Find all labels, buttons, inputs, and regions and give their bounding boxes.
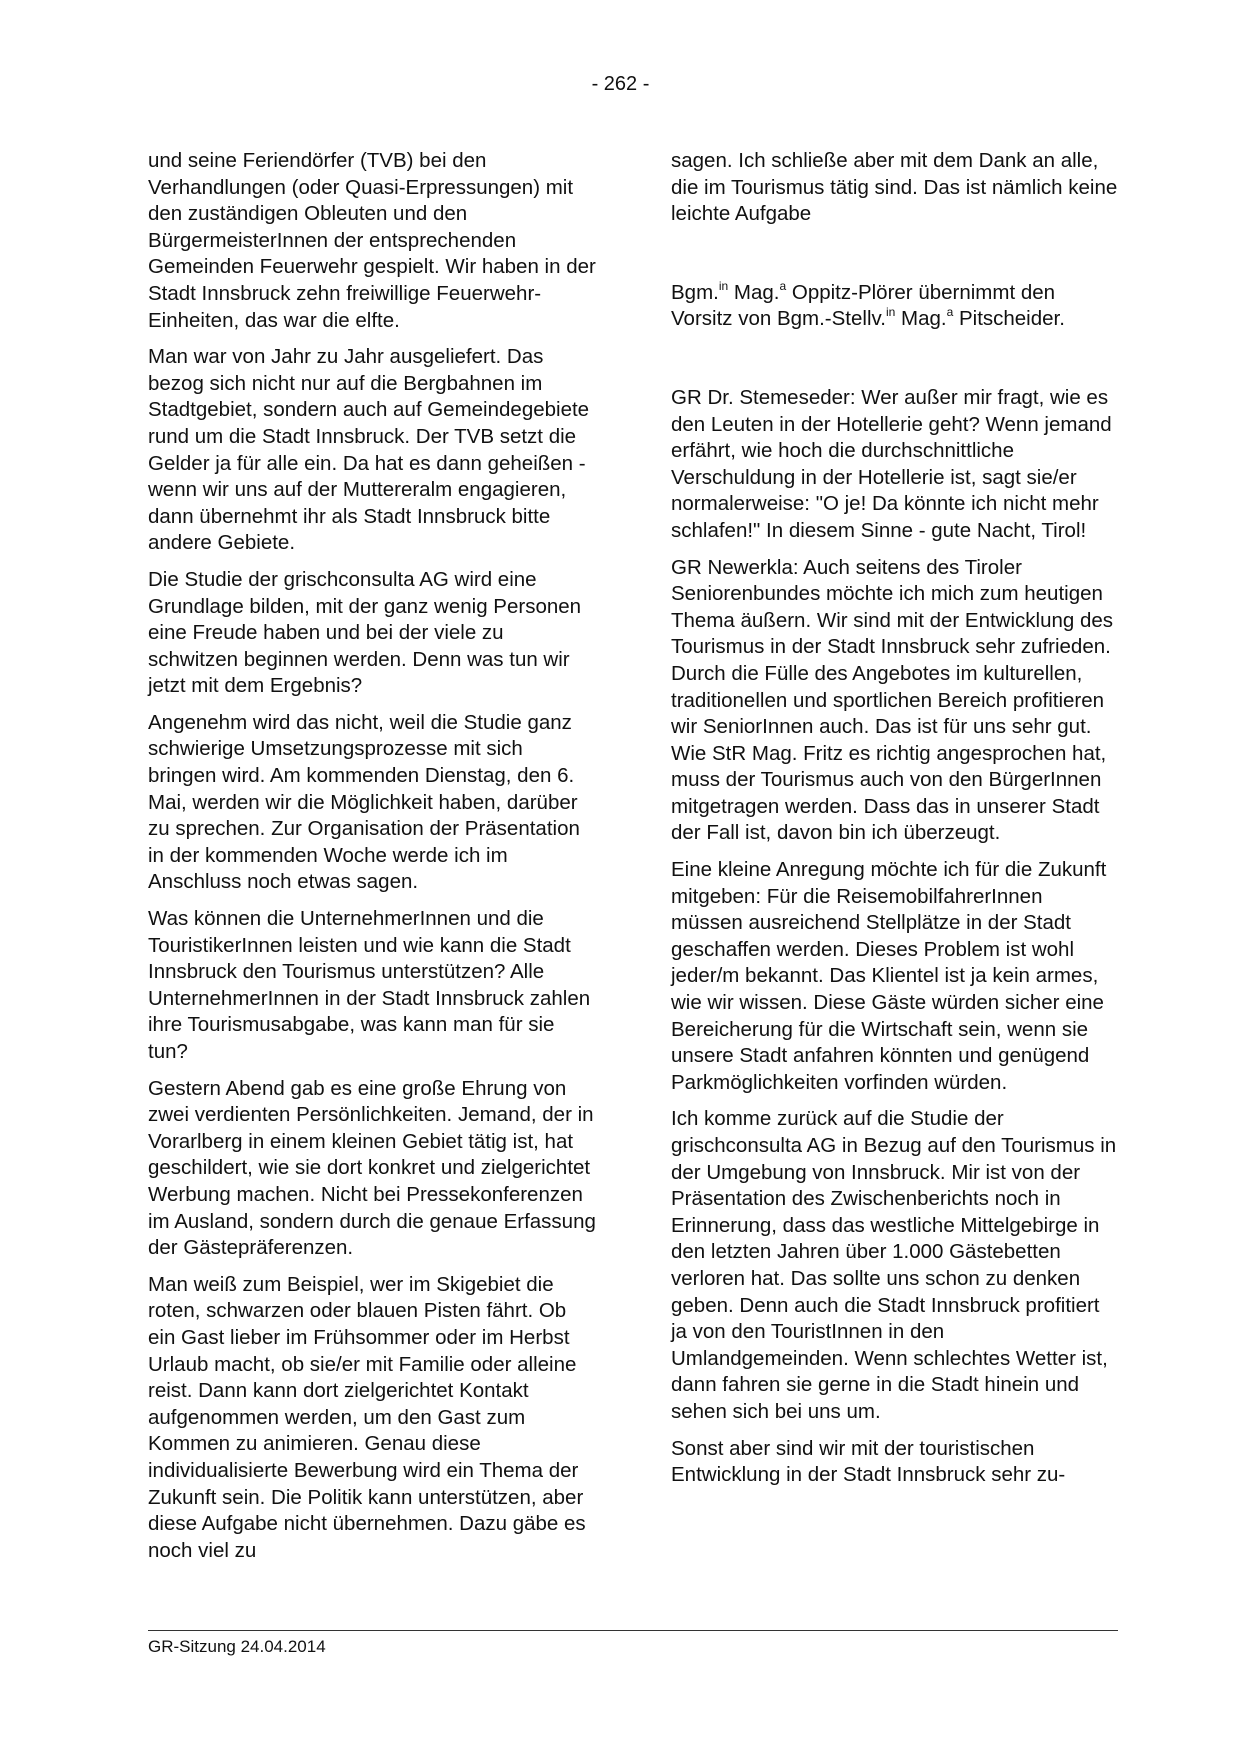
superscript: a <box>779 278 787 293</box>
paragraph: Man war von Jahr zu Jahr ausgeliefert. Das bezog sich nicht nur auf die Bergbahnen im Stadtgebiet, sondern auch auf Gemeindegebiete rund um die Stadt Innsbruck. Der TVB setzt die Gelder ja für alle ein. Da hat es dann geheißen - wenn wir uns auf der Muttereralm engagieren, dann übernehmt ihr als Stadt Innsbruck bitte andere Gebiete. <box>148 345 590 555</box>
paragraph: Ich komme zurück auf die Studie der grischconsulta AG in Bezug auf den Tourismus in der Umgebung von Innsbruck. Mir ist von der Präsentation des Zwischenberichts noch in Erinnerung, dass das westliche Mittelgebirge in den letzten Jahren über 1.000 Gästebetten verloren hat. Das sollte uns schon zu denken geben. Denn auch die Stadt Innsbruck profitiert ja von den TouristInnen in den Umlandgemeinden. Wenn schlechtes Wetter ist, dann fahren sie gerne in die Stadt hinein und sehen sich bei uns um. <box>671 1107 1117 1423</box>
chair-change-note <box>671 280 1119 333</box>
chair-note-text: Oppitz-Plörer übernimmt den Vorsitz von Bgm.-Stellv. <box>671 280 1056 331</box>
chair-note-text: Mag. <box>728 280 780 304</box>
superscript: in <box>718 278 729 293</box>
paragraph: Gestern Abend gab es eine große Ehrung von zwei verdienten Persönlichkeiten. Jemand, der in Vorarlberg in einem kleinen Gebiet tätig ist, hat geschildert, wie sie dort konkret und zielgerichtet Werbung machen. Nicht bei Pressekonferenzen im Ausland, sondern durch die genaue Erfassung der Gästepräferenzen. <box>148 1076 596 1260</box>
paragraph: Man weiß zum Beispiel, wer im Skigebiet die roten, schwarzen oder blauen Pisten fährt. Ob ein Gast lieber im Frühsommer oder im Herbst Urlaub macht, ob sie/er mit Familie oder alleine reist. Dann kann dort zielgerichtet Kontakt aufgenommen werden, um den Gast zum Kommen zu animieren. Genau diese individualisierte Bewerbung wird ein Thema der Zukunft sein. Die Politik kann unterstützen, aber diese Aufgabe nicht übernehmen. Dazu gäbe es noch viel zu <box>148 1272 586 1562</box>
chair-note-text: Pitscheider. <box>953 307 1065 331</box>
superscript: in <box>885 305 896 320</box>
paragraph: Eine kleine Anregung möchte ich für die Zukunft mitgeben: Für die ReisemobilfahrerInnen müssen ausreichend Stellplätze in der Stadt geschaffen werden. Dieses Problem ist wohl jeder/m bekannt. Das Klientel ist ja kein armes, wie wir wissen. Diese Gäste würden sicher eine Bereicherung für die Wirtschaft sein, wenn sie unsere Stadt anfahren könnten und genügend Parkmöglichkeiten vorfinden würden. <box>671 858 1107 1094</box>
chair-note-text: Mag. <box>895 307 947 331</box>
paragraph: GR Dr. Stemeseder: Wer außer mir fragt, wie es den Leuten in der Hotellerie geht? Wenn jemand erfährt, wie hoch die durchschnittliche Verschuldung in der Hotellerie ist, sagt sie/er normalerweise: "O je! Da könnte ich nicht mehr schlafen!" In diesem Sinne - gute Nacht, Tirol! <box>671 385 1112 542</box>
footer-divider <box>148 1630 1118 1631</box>
paragraph-continuation: sagen. Ich schließe aber mit dem Dank an alle, die im Tourismus tätig sind. Das ist nämlich keine leichte Aufgabe <box>671 149 1118 226</box>
superscript: a <box>946 305 954 320</box>
page-number: - 262 - <box>591 73 650 95</box>
footer-session-date: GR-Sitzung 24.04.2014 <box>148 1637 326 1656</box>
left-column <box>148 148 596 1564</box>
paragraph: und seine Feriendörfer (TVB) bei den Verhandlungen (oder Quasi-Erpressungen) mit den zuständigen Obleuten und den BürgermeisterInnen der entsprechenden Gemeinden Feuerwehr gespielt. Wir haben in der Stadt Innsbruck zehn freiwillige Feuerwehr-Einheiten, das war die elfte. <box>148 149 596 332</box>
chair-note-text: Bgm. <box>671 280 719 304</box>
right-column <box>671 148 1119 1489</box>
paragraph: Die Studie der grischconsulta AG wird eine Grundlage bilden, mit der ganz wenig Personen eine Freude haben und bei der viele zu schwitzen beginnen werden. Denn was tun wir jetzt mit dem Ergebnis? <box>148 567 582 698</box>
paragraph: Was können die UnternehmerInnen und die TouristikerInnen leisten und wie kann die Stadt Innsbruck den Tourismus unterstützen? Alle UnternehmerInnen in der Stadt Innsbruck zahlen ihre Tourismusabgabe, was kann man für sie tun? <box>148 907 591 1063</box>
paragraph: Sonst aber sind wir mit der touristischen Entwicklung in der Stadt Innsbruck sehr zu- <box>671 1436 1066 1487</box>
paragraph: GR Newerkla: Auch seitens des Tiroler Seniorenbundes möchte ich mich zum heutigen Thema äußern. Wir sind mit der Entwicklung des Tourismus in der Stadt Innsbruck sehr zufrieden. Durch die Fülle des Angebotes im kulturellen, traditionellen und sportlichen Bereich profitieren wir SeniorInnen auch. Das ist für uns sehr gut. Wie StR Mag. Fritz es richtig angesprochen hat, muss der Tourismus auch von den BürgerInnen mitgetragen werden. Dass das in unserer Stadt der Fall ist, davon bin ich überzeugt. <box>671 555 1114 845</box>
paragraph: Angenehm wird das nicht, weil die Studie ganz schwierige Umsetzungsprozesse mit sich bringen wird. Am kommenden Dienstag, den 6. Mai, werden wir die Möglichkeit haben, darüber zu sprechen. Zur Organisation der Präsentation in der kommenden Woche werde ich im Anschluss noch etwas sagen. <box>148 710 580 894</box>
